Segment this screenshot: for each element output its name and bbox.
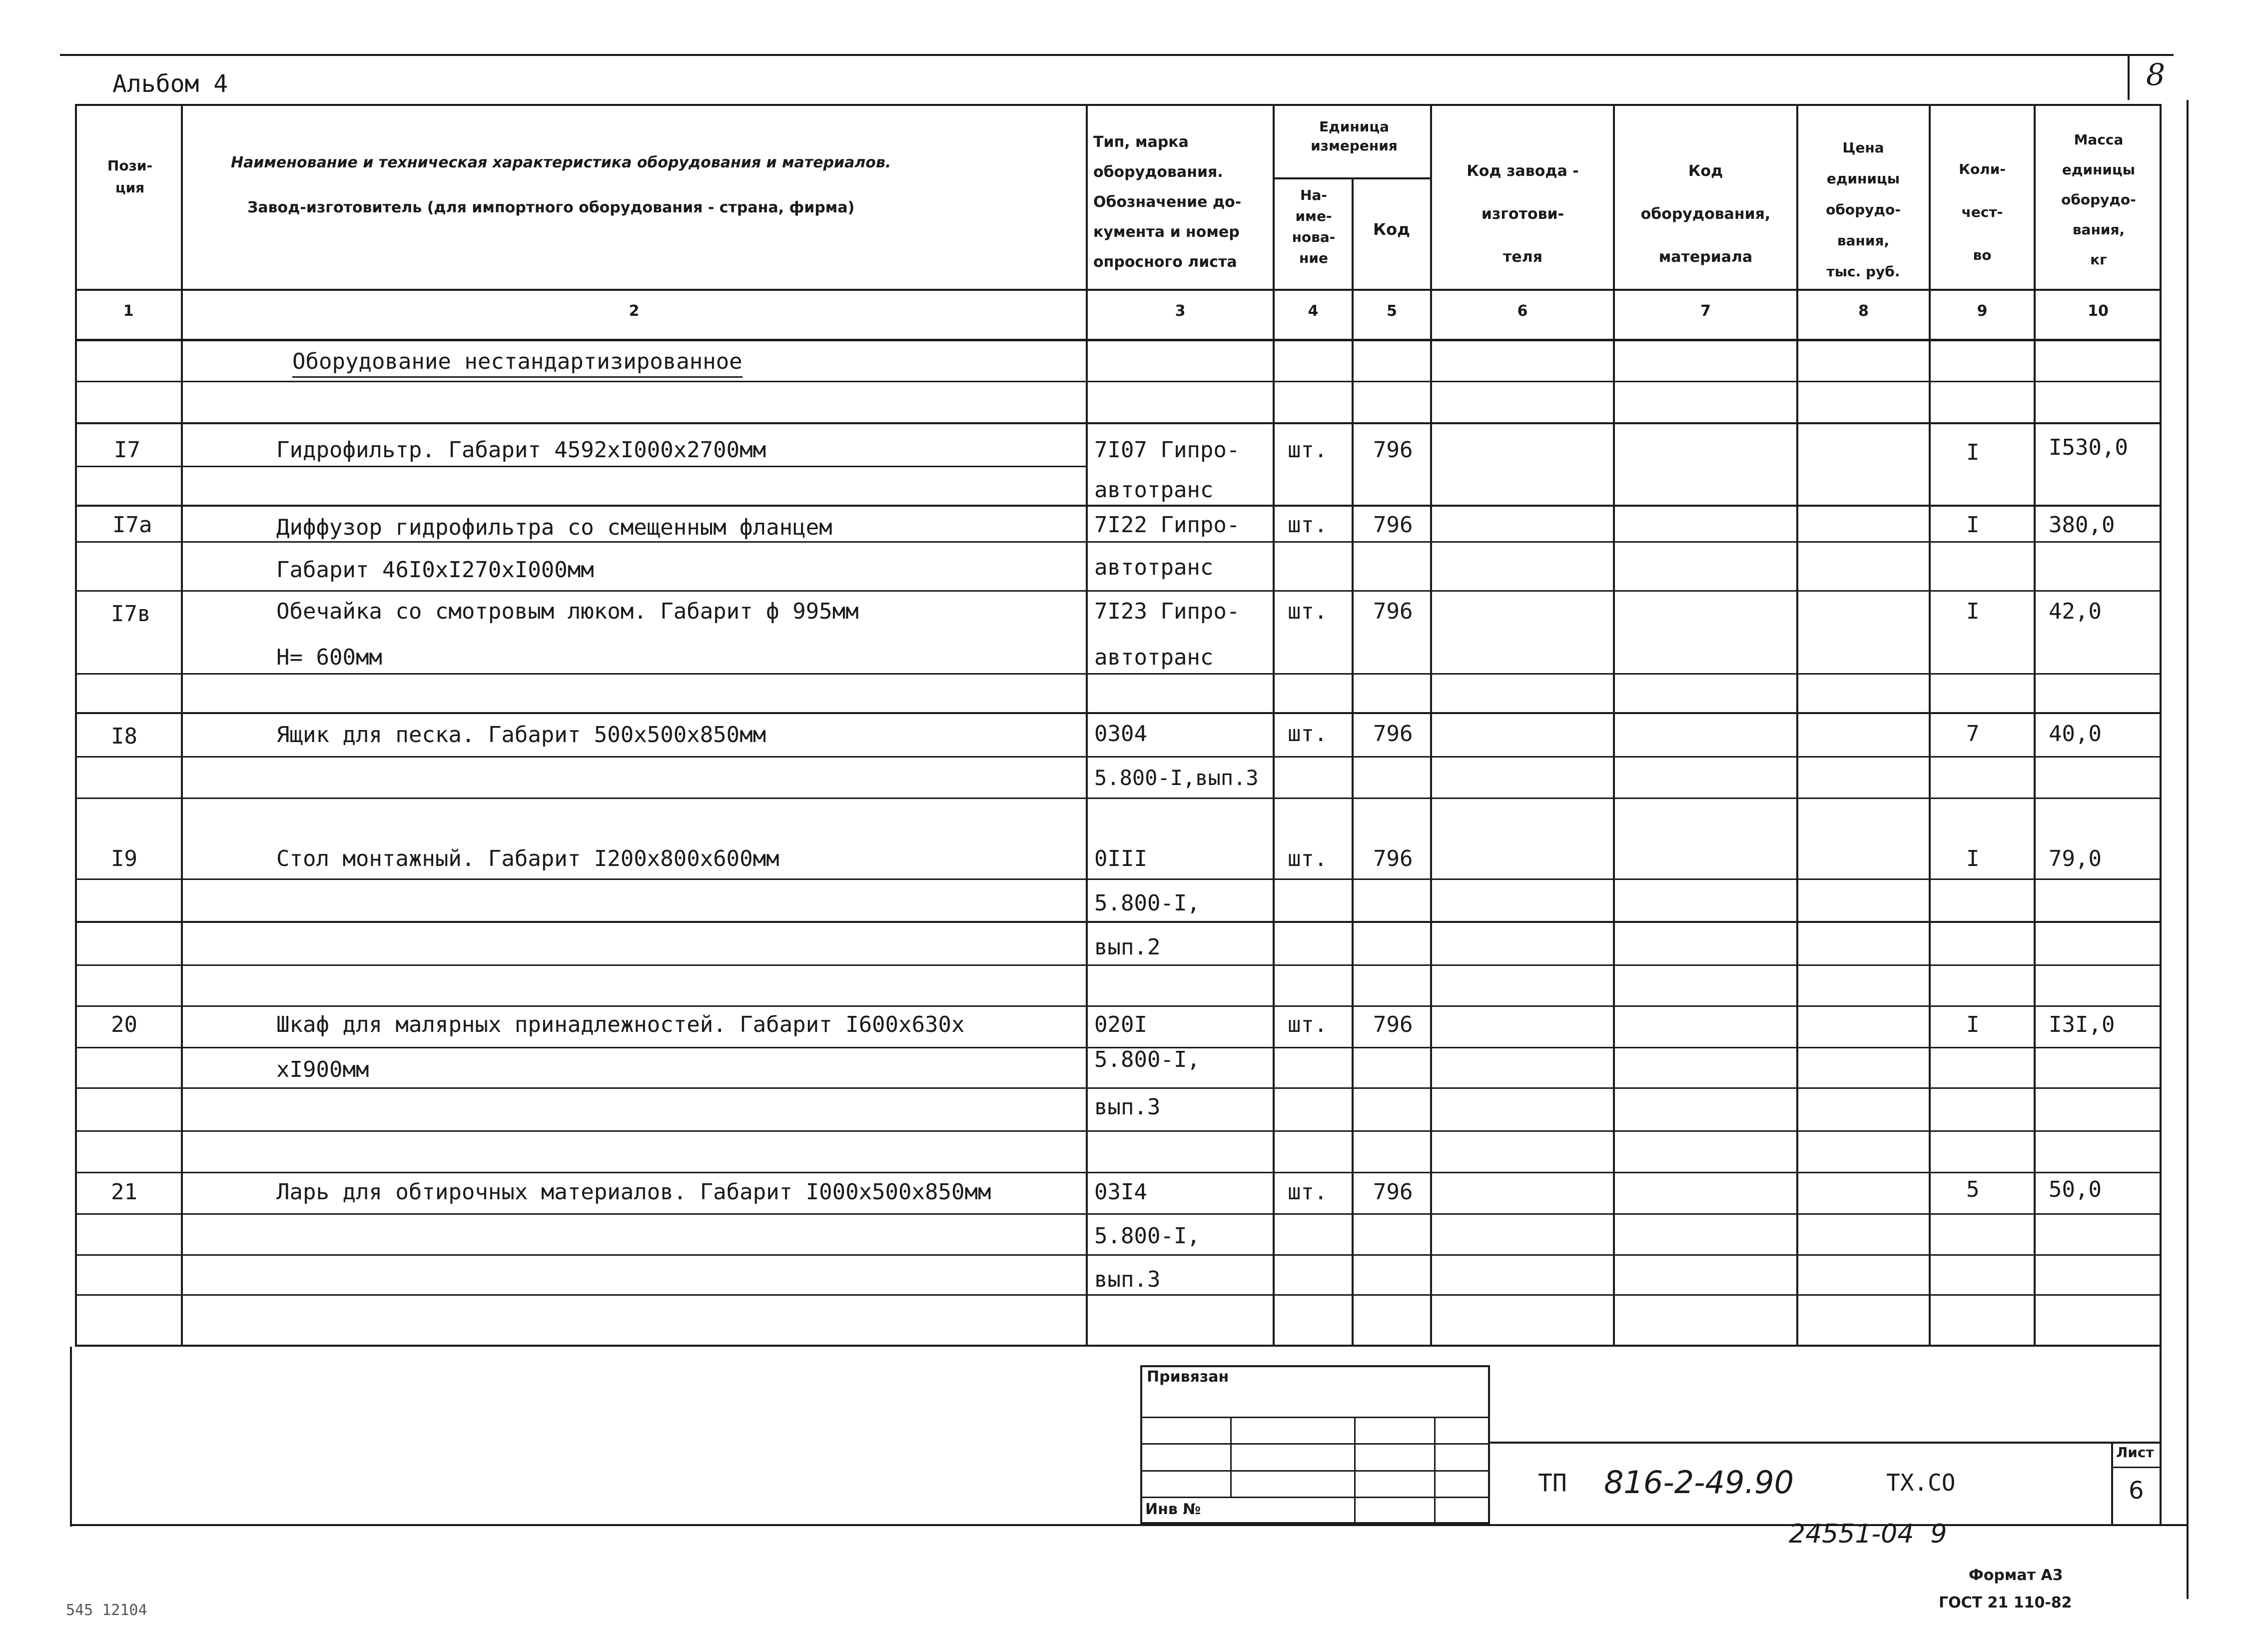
sheet-label: Лист: [2116, 1444, 2154, 1461]
row-mass: 79,0: [2049, 846, 2102, 871]
right-frame-line: [2187, 100, 2189, 1599]
row-position: I9: [111, 846, 137, 871]
row-unit: шт.: [1288, 846, 1328, 871]
privyazan-label: Привязан: [1147, 1368, 1229, 1386]
col-mass-l1: Масса: [2074, 131, 2124, 148]
row-name: Гидрофильтр. Габарит 4592хI000х2700мм: [276, 437, 766, 463]
privyazan-hline: [1140, 1443, 1490, 1445]
row-type: автотранс: [1094, 555, 1214, 580]
privyazan-vline: [1434, 1417, 1436, 1524]
row-name: Н= 600мм: [276, 645, 382, 670]
row-line: [75, 921, 2162, 923]
row-unit: шт.: [1288, 1012, 1328, 1037]
row-name: Шкаф для малярных принадлежностей. Габарит I600х630х: [276, 1012, 965, 1037]
header-bottom-line: [75, 289, 2162, 291]
doc-prefix: ТП: [1538, 1469, 1567, 1497]
row-qty: 7: [1966, 721, 1980, 747]
row-code: 796: [1373, 1179, 1413, 1205]
gost-label: ГОСТ 21 110-82: [1939, 1594, 2072, 1612]
col-unit-name-l3: нова-: [1292, 229, 1336, 245]
row-code: 796: [1373, 846, 1413, 871]
row-name: Обечайка со смотровым люком. Габарит ф 995мм: [276, 599, 859, 624]
col-mass-l5: кг: [2090, 251, 2107, 268]
colnum-4: 4: [1308, 302, 1319, 320]
album-label: Альбом 4: [112, 70, 228, 98]
row-type: 5.800-I,: [1094, 890, 1200, 916]
sheet-number: 6: [2129, 1477, 2144, 1505]
row-type: вып.2: [1094, 934, 1161, 960]
col-qty-l1: Коли-: [1959, 161, 2006, 177]
col-type-header-l4: кумента и номер: [1093, 223, 1240, 241]
col-equipment-code-l2: оборудования,: [1640, 205, 1771, 223]
row-type: 7I07 Гипро-: [1094, 437, 1240, 463]
sheet-box-hline: [2111, 1467, 2162, 1468]
col-qty-header: [1932, 148, 2033, 277]
row-type: 7I23 Гипро-: [1094, 599, 1240, 624]
row-position: I7в: [111, 601, 151, 627]
col-type-header-l5: опросного листа: [1093, 253, 1237, 271]
col-mass-l4: вания,: [2072, 221, 2125, 238]
col-unit-name-l2: име-: [1295, 208, 1332, 224]
row-type: 0III: [1094, 846, 1147, 871]
colnum-3: 3: [1175, 302, 1186, 320]
format-label: Формат А3: [1969, 1567, 2063, 1584]
col-unit-name-header: [1277, 185, 1351, 269]
row-line: [75, 1130, 2162, 1132]
row-line: [75, 673, 2162, 675]
corner-code: 545 12104: [66, 1602, 147, 1619]
row-mass: I530,0: [2049, 435, 2128, 460]
col-qty-l2: чест-: [1961, 204, 2003, 220]
row-line: [75, 541, 2162, 543]
colnum-bottom-line: [75, 339, 2162, 341]
colnum-9: 9: [1977, 302, 1988, 320]
col-price-l1: Цена: [1842, 139, 1884, 156]
row-line: [75, 878, 2162, 880]
row-type: 5.800-I,: [1094, 1047, 1200, 1072]
row-type: 0304: [1094, 721, 1147, 747]
row-name: Диффузор гидрофильтра со смещенным фланцем: [276, 515, 832, 540]
row-position: I7: [114, 437, 140, 463]
col-type-header-l1: Тип, марка: [1093, 133, 1189, 151]
privyazan-hline: [1140, 1417, 1490, 1418]
colnum-7: 7: [1700, 302, 1711, 320]
privyazan-vline: [1354, 1417, 1356, 1524]
row-position: I7а: [112, 512, 152, 538]
col-mass-header: [2037, 125, 2161, 275]
row-position: I8: [111, 724, 137, 749]
row-unit: шт.: [1288, 721, 1328, 747]
row-code: 796: [1373, 1012, 1413, 1037]
row-mass: 380,0: [2049, 512, 2115, 538]
col-factory-code-l1: Код завода -: [1467, 162, 1579, 180]
row-line: [75, 466, 1087, 467]
row-code: 796: [1373, 437, 1413, 463]
row-line: [75, 1254, 2162, 1256]
row-line: [75, 1172, 2162, 1173]
col-equipment-code-l1: Код: [1688, 162, 1723, 180]
col-price-l4: вания,: [1837, 232, 1890, 249]
col-factory-code-l2: изготови-: [1481, 205, 1564, 223]
row-unit: шт.: [1288, 512, 1328, 538]
col-position-header: Пози-ция: [107, 157, 153, 196]
row-line: [75, 422, 2162, 424]
colnum-5: 5: [1387, 302, 1397, 320]
row-code: 796: [1373, 512, 1413, 538]
row-type: вып.3: [1094, 1267, 1161, 1292]
row-type: 020I: [1094, 1012, 1147, 1037]
row-qty: I: [1966, 512, 1980, 538]
col-equipment-code-l3: материала: [1658, 248, 1753, 266]
colnum-10: 10: [2088, 302, 2109, 320]
col-factory-code-header: [1434, 150, 1611, 279]
col-mass-l3: оборудо-: [2061, 191, 2136, 208]
corner-box-left: [2128, 54, 2130, 100]
colnum-2: 2: [629, 302, 640, 320]
col-type-header-l3: Обозначение до-: [1093, 193, 1242, 211]
row-name: Ларь для обтирочных материалов. Габарит I000х500х850мм: [276, 1179, 991, 1205]
col-price-l3: оборудо-: [1826, 201, 1901, 218]
row-name: Габарит 46I0хI270хI000мм: [276, 557, 594, 583]
col-line-4: [1352, 177, 1354, 1347]
top-frame-line: [60, 54, 2174, 56]
row-code: 796: [1373, 599, 1413, 624]
col-type-header-l2: оборудования.: [1093, 163, 1223, 181]
row-line: [75, 505, 2162, 507]
row-line: [75, 381, 2162, 382]
unit-group-line: [1273, 177, 1432, 179]
col-name-header-line1: Наименование и техническая характеристика оборудования и материалов.: [231, 154, 891, 171]
row-unit: шт.: [1288, 437, 1328, 463]
row-line: [75, 1294, 2162, 1296]
row-position: 21: [111, 1179, 137, 1205]
col-unit-group-header: Единица измерения: [1311, 118, 1398, 154]
privyazan-hline: [1140, 1470, 1490, 1472]
col-type-header: [1093, 127, 1268, 277]
colnum-6: 6: [1517, 302, 1528, 320]
colnum-8: 8: [1858, 302, 1869, 320]
row-line: [75, 1005, 2162, 1007]
col-factory-code-l3: теля: [1503, 248, 1542, 266]
row-qty: 5: [1966, 1177, 1980, 1202]
inv-no-label: Инв №: [1145, 1501, 1201, 1518]
row-mass: 40,0: [2049, 721, 2102, 747]
row-qty: I: [1966, 846, 1980, 871]
col-qty-l3: во: [1973, 247, 1992, 263]
handwritten-number: 24551-04 9: [1789, 1519, 1947, 1549]
col-price-header: [1799, 132, 1928, 287]
col-name-header-line2: Завод-изготовитель (для импортного оборудования - страна, фирма): [247, 199, 855, 216]
col-equipment-code-header: [1617, 150, 1794, 279]
row-name: Стол монтажный. Габарит I200х800х600мм: [276, 846, 779, 871]
row-type: 03I4: [1094, 1179, 1147, 1205]
col-price-l2: единицы: [1826, 170, 1900, 187]
row-type: автотранс: [1094, 477, 1214, 503]
row-line: [75, 712, 2162, 714]
row-type: автотранс: [1094, 645, 1214, 670]
row-qty: I: [1966, 440, 1980, 465]
row-mass: I3I,0: [2049, 1012, 2115, 1037]
col-unit-name-l4: ние: [1299, 250, 1328, 266]
row-unit: шт.: [1288, 599, 1328, 624]
row-line: [75, 1213, 2162, 1215]
row-mass: 50,0: [2049, 1177, 2102, 1202]
privyazan-vline: [1230, 1417, 1232, 1497]
row-qty: I: [1966, 599, 1980, 624]
row-name: Ящик для песка. Габарит 500х500х850мм: [276, 722, 766, 748]
row-qty: I: [1966, 1012, 1980, 1037]
row-mass: 42,0: [2049, 599, 2102, 624]
row-type: 7I22 Гипро-: [1094, 512, 1240, 538]
stamp-left-divider: [70, 1347, 72, 1527]
col-price-l5: тыс. руб.: [1826, 263, 1900, 280]
col-unit-name-l1: На-: [1300, 187, 1327, 203]
doc-suffix: ТХ.СО: [1886, 1469, 1956, 1496]
privyazan-hline: [1140, 1497, 1490, 1498]
row-code: 796: [1373, 721, 1413, 747]
col-mass-l2: единицы: [2062, 161, 2136, 178]
row-line: [75, 1087, 2162, 1089]
colnum-1: 1: [123, 302, 134, 320]
row-line: [75, 964, 2162, 966]
page-corner-number: 8: [2146, 57, 2166, 92]
row-type: вып.3: [1094, 1094, 1161, 1120]
row-type: 5.800-I,вып.3: [1094, 766, 1259, 790]
row-line: [75, 756, 2162, 758]
row-name: хI900мм: [276, 1057, 369, 1082]
row-unit: шт.: [1288, 1179, 1328, 1205]
row-line: [75, 590, 2162, 592]
col-unit-code-header: Код: [1373, 220, 1410, 239]
row-type: 5.800-I,: [1094, 1223, 1200, 1249]
doc-number: 816-2-49.90: [1604, 1464, 1794, 1501]
docbox-top: [1490, 1442, 2162, 1444]
section-title: Оборудование нестандартизированное: [292, 349, 743, 378]
row-position: 20: [111, 1012, 137, 1037]
row-line: [75, 798, 2162, 799]
